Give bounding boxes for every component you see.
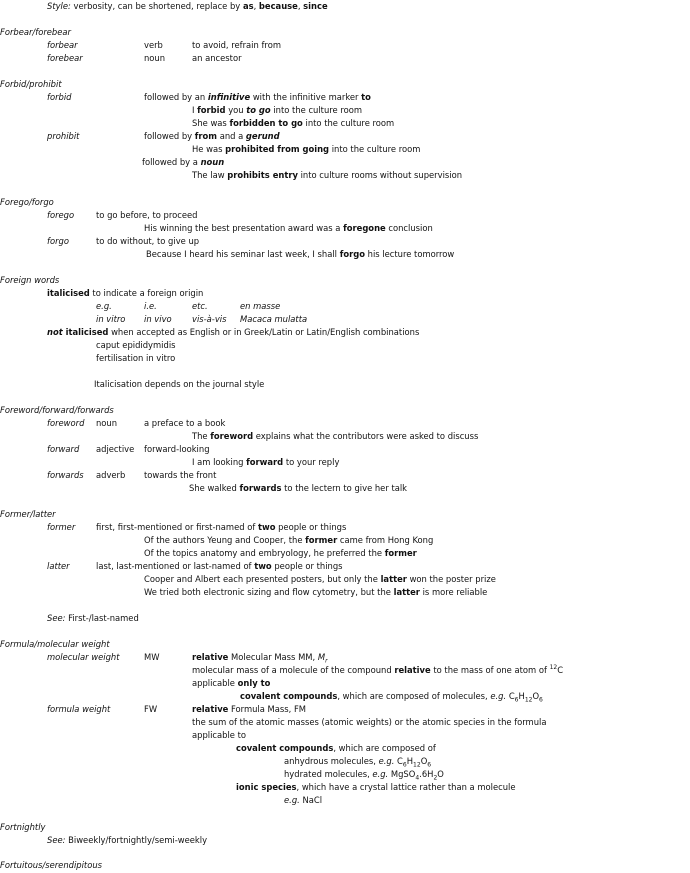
def-former: first, first-mentioned or first-named of two people or things: [96, 522, 347, 532]
example-in-vitro: in vitro: [96, 314, 126, 324]
def-forego: to go before, to proceed: [96, 210, 198, 220]
term-forgo: forgo: [47, 236, 69, 246]
def-forwards: towards the front: [144, 470, 217, 480]
style-note: Style: verbosity, can be shortened, replace by as, because, since: [47, 1, 328, 11]
example-etc: etc.: [192, 301, 208, 311]
rule-prohibit: followed by from and a gerund: [144, 131, 280, 141]
rule-noun: followed by a noun: [142, 157, 225, 167]
def-forebear: an ancestor: [192, 53, 242, 63]
example-foreword: The foreword explains what the contributors were asked to discuss: [192, 431, 479, 441]
heading-fortuitous: Fortuitous/serendipitous: [0, 860, 102, 870]
def-forward: forward-looking: [144, 444, 210, 454]
fw-anhydrous: anhydrous molecules, e.g. $C_6H_{12}O_6$: [284, 756, 432, 769]
example-ie: i.e.: [144, 301, 157, 311]
mw-definition: molecular mass of a molecule of the compound relative to the mass of one atom of $^{12}$C: [192, 664, 564, 675]
rule-not-italicised: not italicised when accepted as English or in Greek/Latin or Latin/English combinations: [47, 327, 420, 337]
heading-formula: Formula/molecular weight: [0, 639, 110, 649]
note-italicisation: Italicisation depends on the journal style: [94, 379, 265, 389]
example-macaca: Macaca mulatta: [240, 314, 308, 324]
example-latter-1: Cooper and Albert each presented posters, but only the latter won the poster prize: [144, 574, 496, 584]
term-latter: latter: [47, 561, 70, 571]
heading-fortnightly: Fortnightly: [0, 822, 46, 832]
pos-forwards: adverb: [96, 470, 126, 480]
see-biweekly: See: Biweekly/fortnightly/semi-weekly: [47, 835, 208, 845]
example-former-1: Of the authors Yeung and Cooper, the former came from Hong Kong: [144, 535, 434, 545]
term-former: former: [47, 522, 76, 532]
term-forego: forego: [47, 210, 75, 220]
example-forego: His winning the best presentation award was a foregone conclusion: [144, 223, 433, 233]
heading-forbear: Forbear/forebear: [0, 27, 71, 37]
example-forbid-2: She was forbidden to go into the culture room: [192, 118, 395, 128]
abbr-mw: MW: [144, 652, 160, 662]
fw-nacl: e.g. NaCl: [284, 795, 323, 805]
def-foreword: a preface to a book: [144, 418, 226, 428]
fw-covalent: covalent compounds, which are composed of: [236, 743, 436, 753]
example-forbid-1: I forbid you to go into the culture room: [192, 105, 363, 115]
def-forbear: to avoid, refrain from: [192, 40, 281, 50]
term-molecular-weight: molecular weight: [47, 652, 120, 662]
fw-hydrated: hydrated molecules, e.g. $MgSO_4.6H_2O$: [284, 769, 444, 782]
pos-forebear: noun: [144, 53, 166, 63]
example-caput: caput epididymidis: [96, 340, 176, 350]
example-fertilisation: fertilisation in vitro: [96, 353, 176, 363]
fw-applicable: applicable to: [192, 730, 247, 740]
heading-foreign: Foreign words: [0, 275, 60, 285]
heading-forego: Forego/forgo: [0, 197, 54, 207]
fw-relative-mass: relative Formula Mass, FM: [192, 704, 306, 714]
heading-foreword: Foreword/forward/forwards: [0, 405, 114, 415]
example-prohibit-1: He was prohibited from going into the culture room: [192, 144, 421, 154]
rule-forbid: followed by an infinitive with the infinitive marker to: [144, 92, 371, 102]
example-eg: e.g.: [96, 301, 112, 311]
term-prohibit: prohibit: [47, 131, 80, 141]
example-en-masse: en masse: [240, 301, 281, 311]
mw-applicable: applicable only to: [192, 678, 271, 688]
def-latter: last, last-mentioned or last-named of two people or things: [96, 561, 343, 571]
rule-italicised: italicised to indicate a foreign origin: [47, 288, 204, 298]
pos-forward: adjective: [96, 444, 135, 454]
abbr-fw: FW: [144, 704, 158, 714]
example-former-2: Of the topics anatomy and embryology, he preferred the former: [144, 548, 417, 558]
example-in-vivo: in vivo: [144, 314, 172, 324]
heading-forbid: Forbid/prohibit: [0, 79, 62, 89]
term-foreword: foreword: [47, 418, 85, 428]
term-forbear: forbear: [47, 40, 78, 50]
pos-forbear: verb: [144, 40, 163, 50]
heading-former: Former/latter: [0, 509, 56, 519]
example-noun: The law prohibits entry into culture rooms without supervision: [192, 170, 463, 180]
term-forwards: forwards: [47, 470, 84, 480]
example-latter-2: We tried both electronic sizing and flow cytometry, but the latter is more reliable: [144, 587, 488, 597]
example-forgo: Because I heard his seminar last week, I shall forgo his lecture tomorrow: [146, 249, 455, 259]
example-vis-a-vis: vis-à-vis: [192, 314, 227, 324]
term-forbid: forbid: [47, 92, 72, 102]
pos-foreword: noun: [96, 418, 118, 428]
example-forwards: She walked forwards to the lectern to give her talk: [189, 483, 408, 493]
mw-relative-mass: relative Molecular Mass MM, $M_r$: [192, 652, 328, 665]
mw-covalent: covalent compounds, which are composed of molecules, e.g. $C_6H_{12}O_6$: [240, 691, 543, 704]
example-forward: I am looking forward to your reply: [192, 457, 340, 467]
def-forgo: to do without, to give up: [96, 236, 200, 246]
fw-ionic: ionic species, which have a crystal lattice rather than a molecule: [236, 782, 516, 792]
term-forebear: forebear: [47, 53, 83, 63]
term-formula-weight: formula weight: [47, 704, 111, 714]
term-forward: forward: [47, 444, 80, 454]
see-first-last: See: First-/last-named: [47, 613, 139, 623]
fw-definition: the sum of the atomic masses (atomic weights) or the atomic species in the formula: [192, 717, 547, 727]
